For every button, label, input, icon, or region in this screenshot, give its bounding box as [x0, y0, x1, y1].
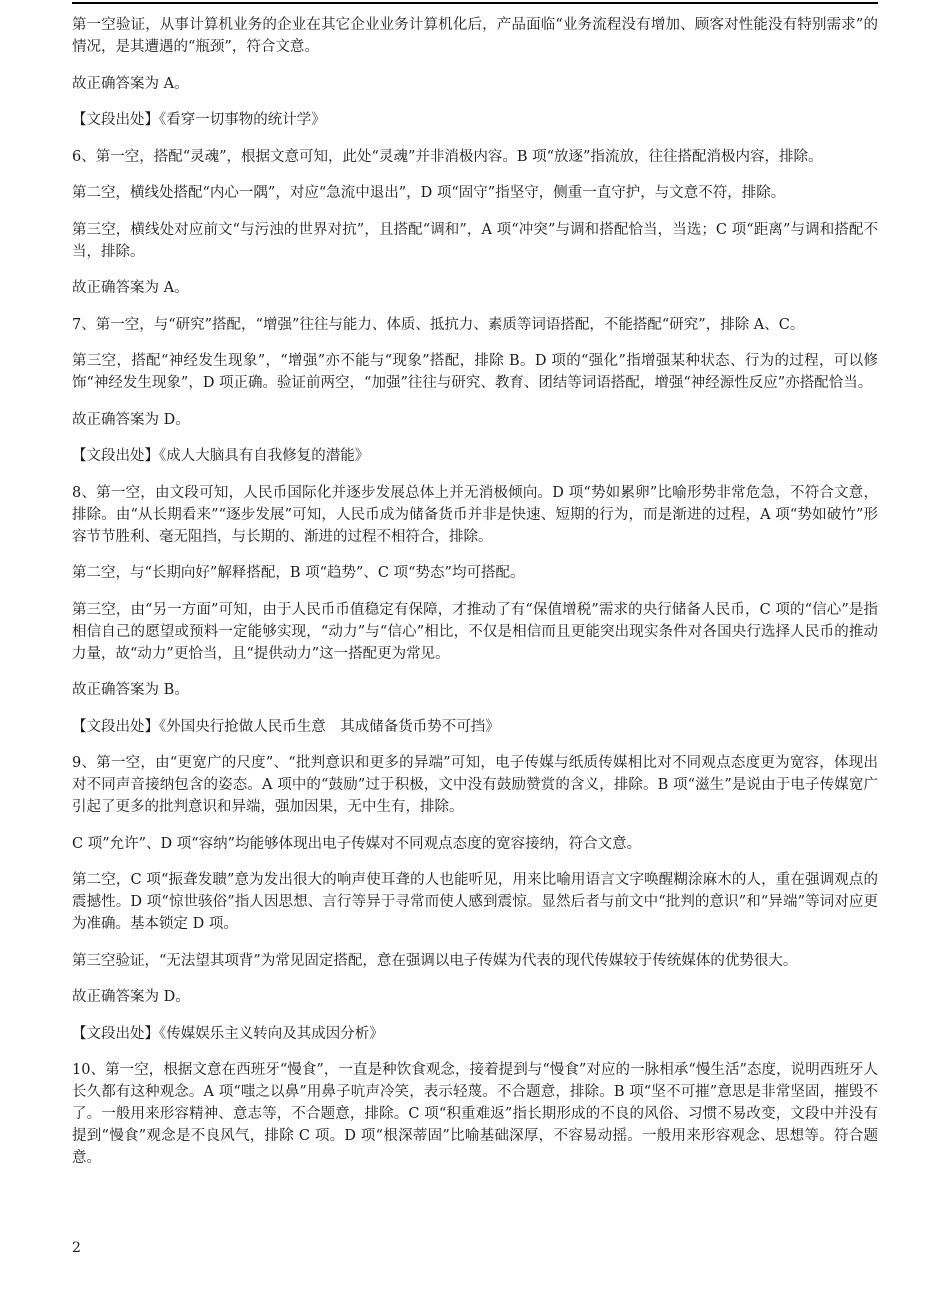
answer-line: 故正确答案为 D。 — [72, 989, 190, 1005]
paragraph: 第二空，横线处搭配“内心一隅”，对应“急流中退出”，D 项“固守”指坚守，侧重一直守护，与文意不符，排除。 — [72, 185, 786, 201]
paragraph: 第二空，与“长期向好”解释搭配，B 项“趋势”、C 项“势态”均可搭配。 — [72, 565, 525, 581]
answer-line: 故正确答案为 A。 — [72, 75, 189, 92]
paragraph: 第一空验证，从事计算机业务的企业在其它企业业务计算机化后，产品面临“业务流程没有增加、顾客对性能没有特别需求”的情况，是其遭遇的“瓶颈”，符合文意。 — [72, 17, 878, 55]
paragraph: 6、第一空，搭配“灵魂”，根据文意可知，此处“灵魂”并非消极内容。B 项“放逐”指流放，往往搭配消极内容，排除。 — [72, 148, 823, 165]
source-line: 【文段出处】《成人大脑具有自我修复的潜能》 — [72, 448, 370, 464]
paragraph: 第三空，横线处对应前文“与污浊的世界对抗”，且搭配“调和”，A 项“冲突”与调和搭配恰当，当选；C 项“距离”与调和搭配不当，排除。 — [72, 221, 878, 260]
source-line: 【文段出处】《外国央行抢做人民币生意 其成储备货币势不可挡》 — [72, 718, 500, 735]
paragraph: 第三空，搭配“神经发生现象”，“增强”亦不能与“现象”搭配，排除 B。D 项的“强化”指增强某种状态、行为的过程，可以修饰“神经发生现象”，D 项正确。验证前两空，“加强”往往与研究、教育、团结等词语搭配，增强“神经源性反应”亦搭配恰当。 — [72, 353, 878, 391]
paragraph: 第三空验证，“无法望其项背”为常见固定搭配，意在强调以电子传媒为代表的现代传媒较于传统媒体的优势很大。 — [72, 952, 798, 969]
paragraph: 7、第一空，与“研究”搭配，“增强”往往与能力、体质、抵抗力、素质等词语搭配，不能搭配“研究”，排除 A、C。 — [72, 316, 805, 333]
paragraph: 8、第一空，由文段可知，人民币国际化并逐步发展总体上并无消极倾向。D 项“势如累卵”比喻形势非常危急，不符合文意，排除。由“从长期看来”“逐步发展”可知，人民币成为储备货币并非是快速、短期的行为，而是渐进的过程，A 项“势如破竹”形容节节胜利、毫无阻挡，与长期的、渐进的过程不相符合，排除。 — [72, 484, 878, 545]
source-line: 【文段出处】《看穿一切事物的统计学》 — [72, 112, 326, 128]
answer-line: 故正确答案为 A。 — [72, 280, 189, 296]
header-rule — [72, 2, 878, 4]
paragraph: 9、第一空，由“更宽广的尺度”、“批判意识和更多的异端”可知，电子传媒与纸质传媒相比对不同观点态度更为宽容，体现出对不同声音接纳包含的姿态。A 项中的“鼓励”过于积极，文中没有鼓励赞赏的含义，排除。B 项“滋生”是说由于电子传媒宽广引起了更多的批判意识和异端，强加因果，无中生有，排除。 — [72, 755, 878, 815]
paragraph: 10、第一空，根据文意在西班牙“慢食”，一直是种饮食观念，接着提到与“慢食”对应的一脉相承“慢生活”态度，说明西班牙人长久都有这种观念。A 项“嗤之以鼻”用鼻子吭声冷笑，表示轻蔑。不合题意，排除。B 项“坚不可摧”意思是非常坚固，摧毁不了。一般用来形容精神、意志等，不合题意，排除。C 项“积重难返”指长期形成的不良的风俗、习惯不易改变，文段中并没有提到“慢食”观念是不良风气，排除 C 项。D 项“根深蒂固”比喻基础深厚，不容易动摇。一般用来形容观念、思想等。符合题意。 — [72, 1062, 878, 1166]
answer-line: 故正确答案为 D。 — [72, 411, 190, 428]
page-number: 2 — [72, 1240, 81, 1256]
paragraph: 第三空，由“另一方面”可知，由于人民币币值稳定有保障，才推动了有“保值增税”需求的央行储备人民币，C 项的“信心”是指相信自己的愿望或预料一定能够实现，“动力”与“信心”相比，不仅是相信而且更能突出现实条件对各国央行选择人民币的推动力量，故“动力”更恰当，且“提供动力”这一搭配更为常见。 — [72, 601, 878, 662]
paragraph: 第二空，C 项“振聋发聩”意为发出很大的响声使耳聋的人也能听见，用来比喻用语言文字唤醒糊涂麻木的人，重在强调观点的震撼性。D 项“惊世骇俗”指人因思想、言行等异于寻常而使人感到震惊。显然后者与前文中“批判的意识”和“异端”等词对应更为准确。基本锁定 D 项。 — [72, 872, 878, 932]
paragraph: C 项”允许”、D 项“容纳”均能够体现出电子传媒对不同观点态度的宽容接纳，符合文意。 — [72, 835, 642, 852]
document-body — [72, 14, 878, 1184]
source-line: 【文段出处】《传媒娱乐主义转向及其成因分析》 — [72, 1025, 384, 1042]
answer-line: 故正确答案为 B。 — [72, 682, 189, 698]
